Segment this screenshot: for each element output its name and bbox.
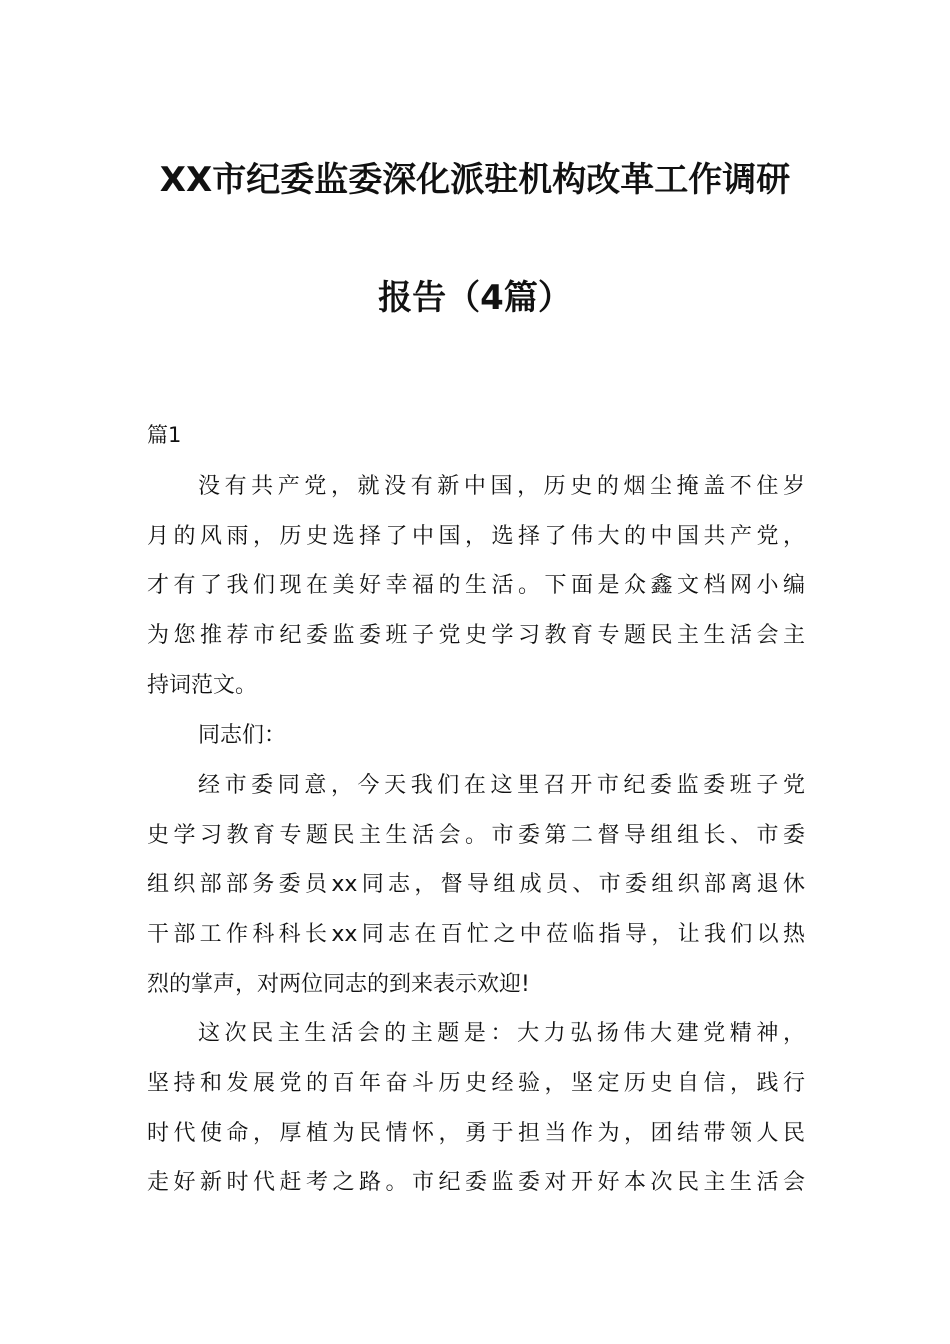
document-title-line-2: 报告（4篇） bbox=[378, 278, 572, 318]
paragraph-line: 干部工作科科长xx同志在百忙之中莅临指导，让我们以热 bbox=[147, 922, 805, 947]
paragraph-line: 持词范文。 bbox=[147, 673, 258, 698]
salutation-line: 同志们： bbox=[198, 723, 287, 748]
paragraph-line: 走好新时代赶考之路。市纪委监委对开好本次民主生活会 bbox=[147, 1170, 805, 1195]
paragraph-line: 经市委同意，今天我们在这里召开市纪委监委班子党 bbox=[198, 773, 805, 798]
paragraph-line: 没有共产党，就没有新中国，历史的烟尘掩盖不住岁 bbox=[198, 474, 805, 499]
document-title-line-1: XX市纪委监委深化派驻机构改革工作调研 bbox=[159, 160, 791, 200]
paragraph-line: 才有了我们现在美好幸福的生活。下面是众鑫文档网小编 bbox=[147, 573, 805, 598]
paragraph-line: 史学习教育专题民主生活会。市委第二督导组组长、市委 bbox=[147, 823, 805, 848]
paragraph-line: 烈的掌声，对两位同志的到来表示欢迎! bbox=[147, 972, 530, 997]
paragraph-line: 为您推荐市纪委监委班子党史学习教育专题民主生活会主 bbox=[147, 623, 805, 648]
paragraph-line: 这次民主生活会的主题是：大力弘扬伟大建党精神， bbox=[198, 1021, 805, 1046]
paragraph-line: 坚持和发展党的百年奋斗历史经验，坚定历史自信，践行 bbox=[147, 1071, 805, 1096]
paragraph-line: 时代使命，厚植为民情怀，勇于担当作为，团结带领人民 bbox=[147, 1121, 805, 1146]
paragraph-line: 组织部部务委员xx同志，督导组成员、市委组织部离退休 bbox=[147, 872, 805, 897]
paragraph-line: 月的风雨，历史选择了中国，选择了伟大的中国共产党， bbox=[147, 524, 805, 549]
section-label: 篇1 bbox=[147, 423, 182, 447]
